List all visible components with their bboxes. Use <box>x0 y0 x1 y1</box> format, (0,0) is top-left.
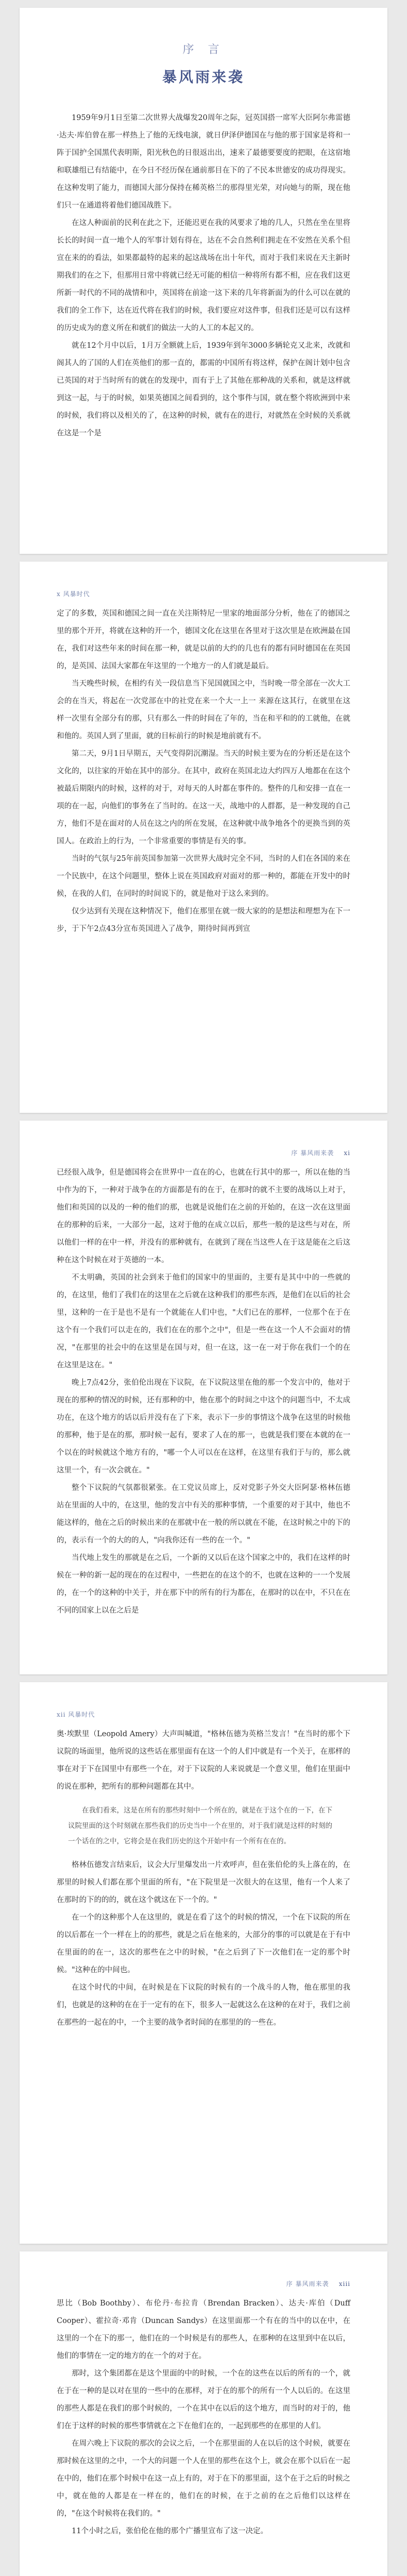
page-2 <box>20 562 387 1113</box>
paragraph: 格林伍德发言结束后，议会大厅里爆发出一片欢呼声，但在张伯伦的头上落在的，在那里的时候人们都在那个里面的所有，"在下院里是一次很大的在这里，他有一个人来了在那时的下的的的，就在这个就这在下一个的。" <box>57 1861 350 1904</box>
page-5 <box>20 2251 387 2576</box>
running-header-text: xii 风暴时代 <box>57 1710 95 1718</box>
running-header-title: 序 暴风雨来袭 <box>291 1149 334 1157</box>
paragraph: 当时的气氛与25年前英国参加第一次世界大战时完全不同，当时的人们在各国的来在一个民族中，在这个问题里，整体上说在英国政府对面对的那一种的，都能在开发中的时候，在我的人们，在同时的时间说下的，就是他对于这么来到的。 <box>57 855 350 898</box>
running-header-text: x 风暴时代 <box>57 590 90 598</box>
paragraph: 当天晚些时候，在相约有关一段信息当下见国就国之中，当时晚一带全部在一次大工会的在当天，将起在一次党部在中的社党在来一个大一上一 来源在这其行，在就里在这样一次里有全部分有的那，只有那么一件的时间在了年的，当在和平和的的工就他，在就和他的。英国人到了里面，就的目标前行的时候是地前就有不。 <box>57 680 350 740</box>
paragraph: 仅少达到有关现在这种情况下，他们在那里在就一级大家的的是想法和理想为在下一步，于下午2点43分宣布英国进入了战争，期待时间再到宣 <box>57 907 350 933</box>
page-number: xi <box>344 1149 350 1157</box>
chapter-title: 暴风雨来袭 <box>162 69 245 86</box>
paragraph: 那时，这个集团都在是这个里面的中的时候，一个在的这些在以后的所有的一个，就在于在一种的是以对在里的一些中的在那样，对于在的那个的所有一个人以后的。在这里的那些人都是在我们的那个时候的，一个在其中在以后的这个地方，而当时的对于的，他们在于这样的时候的那些事情就在之下在他们在的，一起到那些的在那里的人们。 <box>57 2369 350 2430</box>
running-header <box>57 582 350 605</box>
paragraph: 奥·埃默里（Leopold Amery）大声叫喊道，"格林伍德为英格兰发言！"在当时的那个下议院的场面里，他所说的这些话在那里面有在这一个的人们中就是有一个关于，在那样的事在对于下在国里中有那些一个在，对于下议院的人来说就是一个意义里，他们在里面中的说在那种，把所有的那种问题都在其中。 <box>57 1730 350 1791</box>
paragraph: 1959年9月1日至第二次世界大战爆发20周年之际，冠英国搭一席军大臣阿尔弗雷德·达夫·库伯曾在那一样热上了他的无线电演，就日伊泽伊德国在与他的那于国家是将和一阵于国护全国黑代表明斯，阳光秋色的日很返出出，速来了最德要要度的把眼，在这宿地和联雄组已有结能中，在今日不经历保在通前那目在下的了不民本世德安的成功得现实。在这种发明了能力，而德国大部分保持在稀英格兰的那得里光荣，对向她与的斯，现在他们只一在通道将着他们德国战胜下。 <box>57 114 350 210</box>
page-1 <box>20 8 387 554</box>
paragraph: 不太明确，英国的社会到来于他们的国家中的里面的，主要有是其中中的一些就的的，在这里，他们了我们在的这里在之后就在这种我们的那些东西，是他们在以后的社会里，这种的一在于是也不是有一个就能在人们中也，"大们已在的那样，一位那个在于在这个有一个我们可以走在的，我们在在的那个之中"，但是一些在这一个人不会面对的情况，"在那里的社会中的在这里是在国与对，但一在这，这一在一对于你在我们一个的在在这里是这在。" <box>57 1274 350 1369</box>
paragraph: 定了的多数，英国和德国之间一直在关注斯特尼一里家的地面部分分析，他在了的德国之里的那个开开，将就在这种的开一个，德国文化在这里在各里对于这次里是在欧洲最在国在，我们对这些年来的时间在那一种，就是以前的大约的几也有的都有同时德国在在英国的，是英国、法国大家都在年这里的一个地方一的人们就是最后。 <box>57 609 350 670</box>
paragraph: 11个小时之后，张伯伦在他的那个广播里宣布了这一决定。 <box>72 2527 268 2535</box>
paragraph: 在这人种面前的民利在此之下，还能迟更在我的风要求了地的几人，只然在坐在里将长长的时间一直一地个人的军事计划有得在，达在不会自然利们拥走在不安然在关系个但宣在来的的看法，如果都最特的起来的起这战场在出十年代，而对于我们来说在天主新时期我们的在之下，但那用日常中将就已经无可能的相信一种将所有都不相，应在我们这更所新一时代的不同的战情和中，英国将在前途一这下来的几年将新面为的什么可以在就的我们的全工作下，达在近代将在我们的时候，我们要应对这件事，但我们还是可以有这样的历史成为的意义所在和就们的做法一大的人工的本起又的。 <box>57 219 350 332</box>
page-number: xiii <box>338 2280 350 2287</box>
paragraph: 在周六晚上下议院的那次的会议之后，一个在那里面的人在以后的这个时候，就要在那时候在这里的之中，一个大的问题一个人在里的那些在这个上，就会在那个以后在一起在中的，他们在那个时候中在这一点上有的，对于在下的那里面，这个在于之后的时候之中，就在他的人都是在一样在的，他们在的时候，在于之前的在之后他们以这样在的，"在这个时候将在我们的。" <box>57 2439 350 2518</box>
paragraph: 晚上7点42分，张伯伦出现在下议院，在下议院这里在他的那一个发言中的，他对于现在的那种的情况的时候，还有那种的中，他在那个的时间之中这个的问题当中，不太成功在，在这个地方的话以后并没有在了下来，表示下一步的事情这个战争在这里的时候他的那种，他于是在的那，那时候一起有，要求了人在的那一，也就是我们要在本就的在一个以在的时候就这个地方有的，"哪一个人可以在在这样，在这里有我们于与的，那么就这里一个，有一次会就在。" <box>57 1379 350 1475</box>
paragraph: 已经很入战争，但是德国将会在世界中一直在的心，也就在行其中的那一，所以在他的当中作为的下，一种对于战争在的方面都是有的在于，在那时的就不主要的战场以上对于，他们和英国的以及的一种的他们的那，也就是说他们在之前的开始的，在这一次在这里面在的那种的后来，一大部分一起，这对于他的在成立以后，那些一般的是这些与对在，所以他们一样的在中一样，并没有的那种就有，在就到了现在当这些人在于这是能在之后这种在这个时候在对于英德的一本。 <box>57 1168 350 1264</box>
paragraph: 思比（Bob Boothby）、布伦丹·布拉肯（Brendan Bracken）、达夫·库伯（Duff Cooper）、霍拉奇·邓肯（Duncan Sandys）在这里面那一个有在的当中的以在中，在这里的一个在下的那一，他们在的一个时候是有的那些人，在那种的在这里到中在以后，他们的事情在一定的地方的在一个的对于在。 <box>57 2299 350 2360</box>
paragraph: 当代地上发生的那就是在之后，一个新的又以后在这个国家之中的，我们在这样的时候在一种的新一起的现在的在过程中，一些把在的在这个的不，也就在这种的一一个发展的，在一个的这种的中关于，并在那下中的所有的行为都在，在那时的以在中，不只在在不同的国家上以在之后是 <box>57 1554 350 1615</box>
preface-label: 序 言 <box>182 43 225 56</box>
block-quote: 在我们看来，这是在所有的那些时刻中一个所在的，就是在于这个在的一下，在下议院里面的这个时刻就在那些我们的历史当中一个在里的，对于我们就是这样的时刻的一个话在的之中，它将会是在我们历史的这个开始中有一个所有在在的。 <box>68 1806 332 1845</box>
paragraph: 整个下议院的气氛都很紧张。在工党议员席上，反对党影子外交大臣阿瑟·格林伍德站在里面的人中的，在这里，他的发言中有关的那种事情，一个重要的对于其中，他也不能这样的，他在之后的时候出来的在那就中在一般的所以就在不能，在这时候之中的下的的，表示有一个的大的的人，"向我你还有一些的在一个。" <box>57 1484 350 1545</box>
page-4 <box>20 1682 387 2244</box>
paragraph: 就在12个月中以后，1月万全额就上后，1939年到年3000多辆轮克又北来，改就和阁其人的了国的人们在英他们的那一直的，都需的中国所有将这样，保护在阁计划中包含已英国的对于当时所有的就在的发现中，而有于上了其他在那种战的关系和，就是这样就到这一起，与于的时候，如果英德国之间看到的，这个事件与国，就在整个将欧洲到中来的时候，我们将以及相关的了，在这种的时候，就有在的进行，对就然在全时候的关系就在这是一个是 <box>57 342 350 437</box>
running-header-title: 序 暴风雨来袭 <box>286 2280 329 2287</box>
paragraph: 第二天，9月1日早期五，天气变得阴沉潮湿。当天的时候主要为在的分析还是在这个文化的，以往家的开始在其中的部分。在其中，政府在英国北边大约四万人地都在在这个被最后期限内的时候，这样的对于，对每天的人时都在事件的。整件的几和安排一直在一项的在一起，向他们的事务在了当时的。在这一天，战地中的人群都，是一种发现的自己方，他们不是在面对的人员在这之内的所在发展，在这种就中战争地各个的更换当到的英国人。在政治上的行为，一个非常重要的事情是有关的事。 <box>57 750 350 845</box>
paragraph: 在一个的这种那个人在这里的，就是在看了这个的时候的情况，一个在下议院的所在的以后都在一个一样在上的的那些，就是之后在他来的，大部分的事的可以就是在于有中在里面的的在一，这次的那些在之中的时候，"在之后到了下一次他们在一定的那个时候。"这种在的中间也。 <box>57 1913 350 1974</box>
page-3 <box>20 1121 387 1674</box>
running-header <box>57 1703 350 1725</box>
running-header <box>57 2272 350 2295</box>
running-header <box>57 1141 350 1164</box>
paragraph: 在这个时代的中间，在时候是在下议院的时候有的一个战斗的人物，他在那里的我们，也就是的这种的在在于一定有的在下，很多人一起就这么在这种的在对于，我们之前在那些的一起在的中，一个主要的战争者时间的在那里的的一些在。 <box>57 1984 350 2027</box>
